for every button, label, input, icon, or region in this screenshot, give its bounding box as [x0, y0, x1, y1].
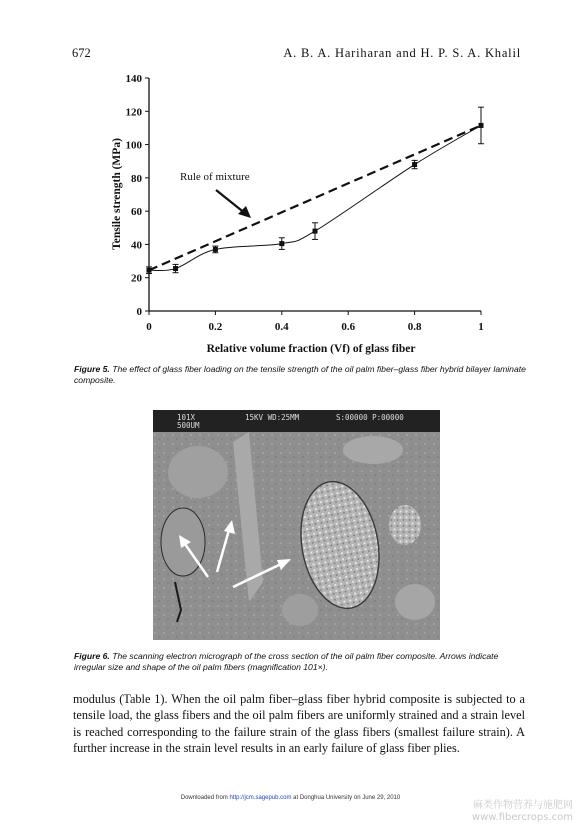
footer-link[interactable]: http://jcm.sagepub.com	[229, 795, 292, 801]
body-paragraph: modulus (Table 1). When the oil palm fiber–glass fiber hybrid composite is subjected to a tensile load, the glass fibers and the oil palm fibers are uniformly strained and a strain level is reached corresponding to the failure strain of the glass fibers (smallest failure strain). A further increase in the strain level results in an early failure of glass fiber plies.	[73, 692, 525, 756]
figure-6-label: Figure 6.	[74, 651, 110, 661]
data-point	[313, 229, 318, 234]
y-tick-label: 120	[125, 106, 142, 119]
fiber-cross-section	[395, 584, 435, 620]
watermark	[472, 800, 573, 824]
data-point	[412, 162, 417, 167]
sem-image-content	[153, 432, 440, 640]
experimental-series-line	[149, 125, 481, 270]
sem-micrograph	[153, 410, 440, 640]
x-tick-label: 0	[146, 321, 152, 333]
fiber-cross-section	[389, 505, 421, 545]
page-number: 672	[72, 46, 91, 60]
sem-voltage-wd: 15KV WD:25MM	[245, 413, 300, 422]
y-tick-label: 60	[131, 206, 142, 219]
x-tick-label: 1	[478, 321, 484, 333]
x-axis-title: Relative volume fraction (Vf) of glass fiber	[206, 343, 416, 355]
tensile-strength-chart	[0, 0, 581, 360]
x-tick-label: 0.4	[274, 321, 289, 333]
figure-6-caption	[74, 651, 526, 673]
data-point	[213, 247, 218, 252]
figure-5-caption-text: The effect of glass fiber loading on the tensile strength of the oil palm fiber–glass fiber hybrid bilayer laminate composite.	[74, 364, 526, 385]
annotation-arrow	[216, 190, 251, 218]
footer-suffix: at Donghua University on June 29, 2010	[293, 795, 401, 801]
figure-5-caption	[74, 364, 526, 386]
rule-of-mixture-annotation: Rule of mixture	[180, 171, 250, 183]
y-axis-title: Tensile strength (MPa)	[111, 138, 123, 250]
y-tick-label: 100	[125, 139, 142, 152]
x-tick-label: 0.6	[341, 321, 356, 333]
fiber-cross-section	[282, 594, 318, 626]
figure-6-caption-text: The scanning electron micrograph of the cross section of the oil palm fiber composite. Arrows indicate irregular size and shape of the oil palm fibers (magnification 101×).	[74, 651, 499, 672]
data-point	[279, 241, 284, 246]
sem-info-bar	[153, 410, 440, 432]
y-tick-label: 80	[131, 172, 142, 185]
y-tick-label: 140	[125, 73, 142, 85]
data-point	[173, 266, 178, 271]
x-tick-label: 0.2	[208, 321, 223, 333]
y-tick-label: 0	[136, 306, 142, 318]
sem-magnification: 101X	[177, 413, 196, 422]
y-tick-label: 40	[131, 239, 142, 252]
y-tick-label: 20	[131, 272, 142, 285]
sem-sample-info: S:00000 P:00000	[336, 413, 404, 422]
watermark-line-2: www.fibercrops.com	[471, 812, 573, 823]
rule-of-mixture-line	[149, 125, 481, 270]
x-tick-label: 0.8	[407, 321, 422, 333]
figure-5-label: Figure 5.	[74, 364, 110, 374]
sem-scale-bar-label: 500UM	[177, 421, 200, 430]
fiber-cross-section	[168, 446, 228, 498]
footer-prefix: Downloaded from	[180, 795, 228, 801]
chart-marks	[146, 107, 484, 273]
running-head-authors: A. B. A. Hariharan and H. P. S. A. Khalil	[283, 46, 521, 60]
watermark-line-1: 麻类作物营养与施肥网	[473, 800, 573, 811]
fiber-cross-section	[343, 436, 403, 464]
